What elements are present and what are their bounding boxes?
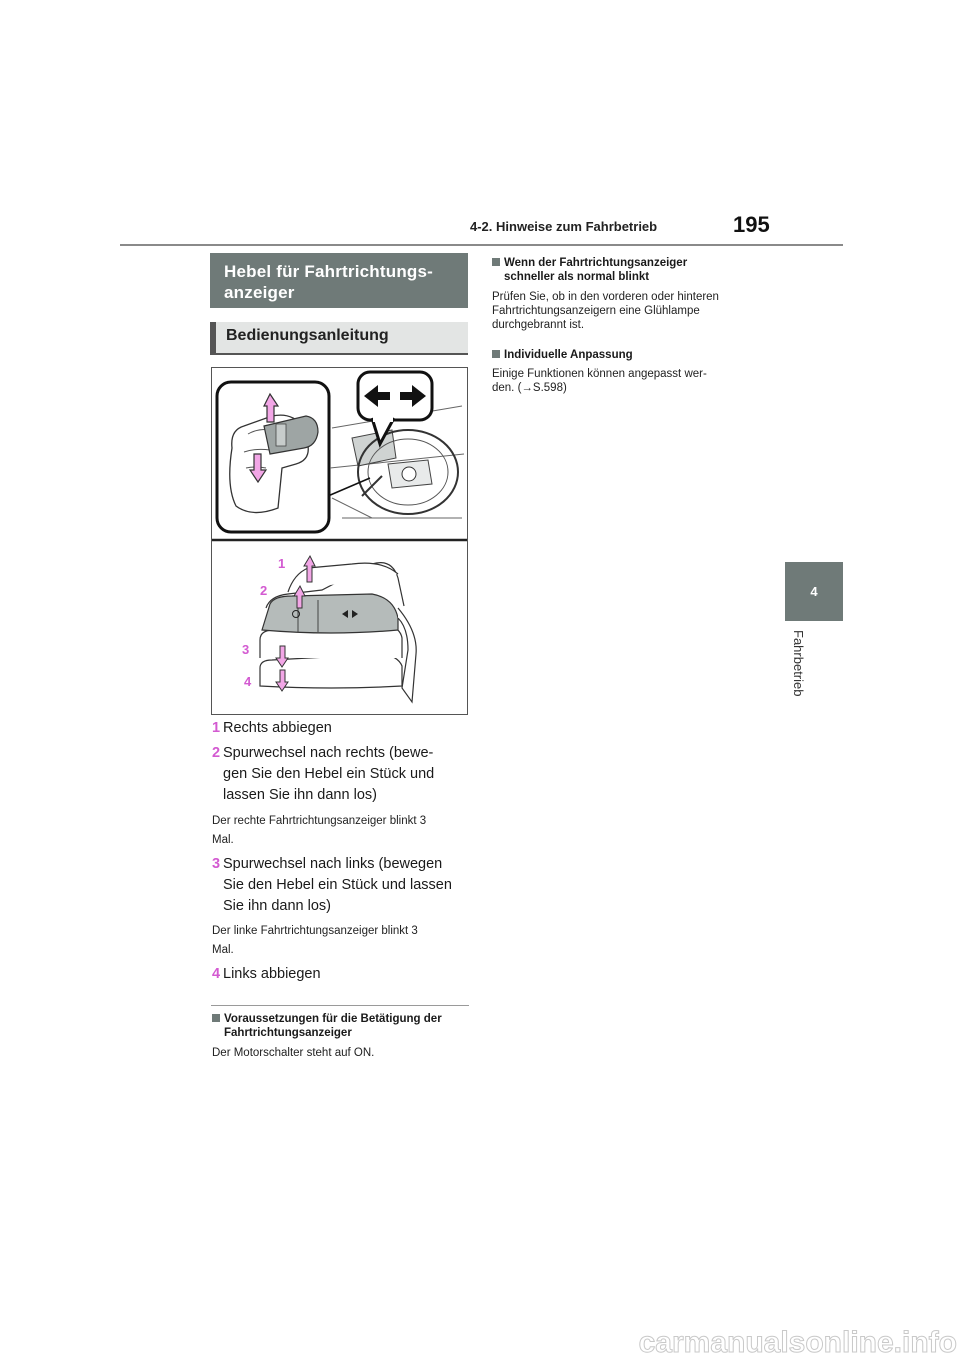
turn-signal-lever-figure	[211, 367, 468, 715]
body-line: Prüfen Sie, ob in den vorderen oder hinteren	[492, 291, 719, 303]
item-text	[223, 854, 473, 917]
square-bullet-icon	[492, 258, 500, 266]
note-right-blink	[212, 812, 462, 850]
item-line: gen Sie den Hebel ein Stück und	[223, 766, 435, 782]
page-number: 195	[733, 212, 770, 237]
custom-body	[492, 367, 754, 395]
dashboard-illustration	[328, 406, 464, 518]
watermark	[0, 1318, 960, 1358]
title-line-2: anzeiger	[224, 283, 295, 302]
note-line: Der rechte Fahrtrichtungsanzeiger blinkt 3	[212, 815, 427, 827]
callout-4: 4	[244, 674, 252, 689]
section-label: 4-2. Hinweise zum Fahrbetrieb	[470, 219, 658, 234]
note-line: Mal.	[212, 834, 234, 846]
item-line: Spurwechsel nach rechts (bewe-	[223, 745, 434, 761]
item-line: lassen Sie ihn dann los)	[223, 787, 377, 803]
item-number: 4	[212, 966, 221, 982]
note-left-blink	[212, 922, 462, 960]
conditions-heading	[212, 1012, 474, 1040]
custom-heading	[492, 348, 752, 362]
header-rule	[120, 244, 843, 246]
heading-line: Fahrtrichtungsanzeiger	[224, 1027, 352, 1039]
body-line: durchgebrannt ist.	[492, 319, 585, 331]
conditions-body: Der Motorschalter steht auf ON.	[212, 1047, 375, 1059]
item-text: Links abbiegen	[223, 966, 321, 982]
callout-1: 1	[278, 556, 286, 571]
body-line: Einige Funktionen können angepasst wer-	[492, 368, 707, 380]
page-reference-link[interactable]: den. (→S.598)	[492, 382, 567, 394]
item-line: Sie ihn dann los)	[223, 898, 332, 914]
item-line: Spurwechsel nach links (bewegen	[223, 856, 443, 872]
heading-line: schneller als normal blinkt	[504, 271, 650, 283]
conditions-rule	[211, 1005, 469, 1006]
heading-line: Voraussetzungen für die Betätigung der	[224, 1013, 442, 1025]
watermark-text: carmanualsonline.info	[638, 1326, 957, 1358]
item-number: 3	[212, 856, 221, 872]
note-line: Der linke Fahrtrichtungsanzeiger blinkt 3	[212, 925, 418, 937]
section-title-box	[210, 253, 468, 308]
callout-3: 3	[242, 642, 250, 657]
item-number: 1	[212, 720, 221, 736]
body-line: Fahrtrichtungsanzeigern eine Glühlampe	[492, 305, 700, 317]
callout-2: 2	[260, 583, 268, 598]
fast-blink-body	[492, 290, 754, 332]
note-line: Mal.	[212, 944, 234, 956]
item-line: Sie den Hebel ein Stück und lassen	[223, 877, 452, 893]
square-bullet-icon	[212, 1014, 220, 1022]
item-text	[223, 743, 473, 806]
item-text: Rechts abbiegen	[223, 720, 332, 736]
title-line-1: Hebel für Fahrtrichtungs-	[224, 262, 434, 281]
chapter-label: Fahrbetrieb	[791, 630, 806, 697]
subtitle-rule	[210, 353, 468, 355]
chapter-tab[interactable]	[785, 562, 843, 621]
item-number: 2	[212, 745, 221, 761]
square-bullet-icon	[492, 350, 500, 358]
chapter-side-label	[790, 630, 810, 710]
subtitle-text: Bedienungsanleitung	[226, 327, 389, 344]
heading-line: Wenn der Fahrtrichtungsanzeiger	[504, 257, 688, 269]
turn-indicator-callout	[358, 372, 432, 444]
fast-blink-heading	[492, 256, 752, 284]
subtitle-box	[210, 322, 468, 353]
heading-line: Individuelle Anpassung	[504, 349, 633, 361]
chapter-number: 4	[810, 584, 818, 599]
